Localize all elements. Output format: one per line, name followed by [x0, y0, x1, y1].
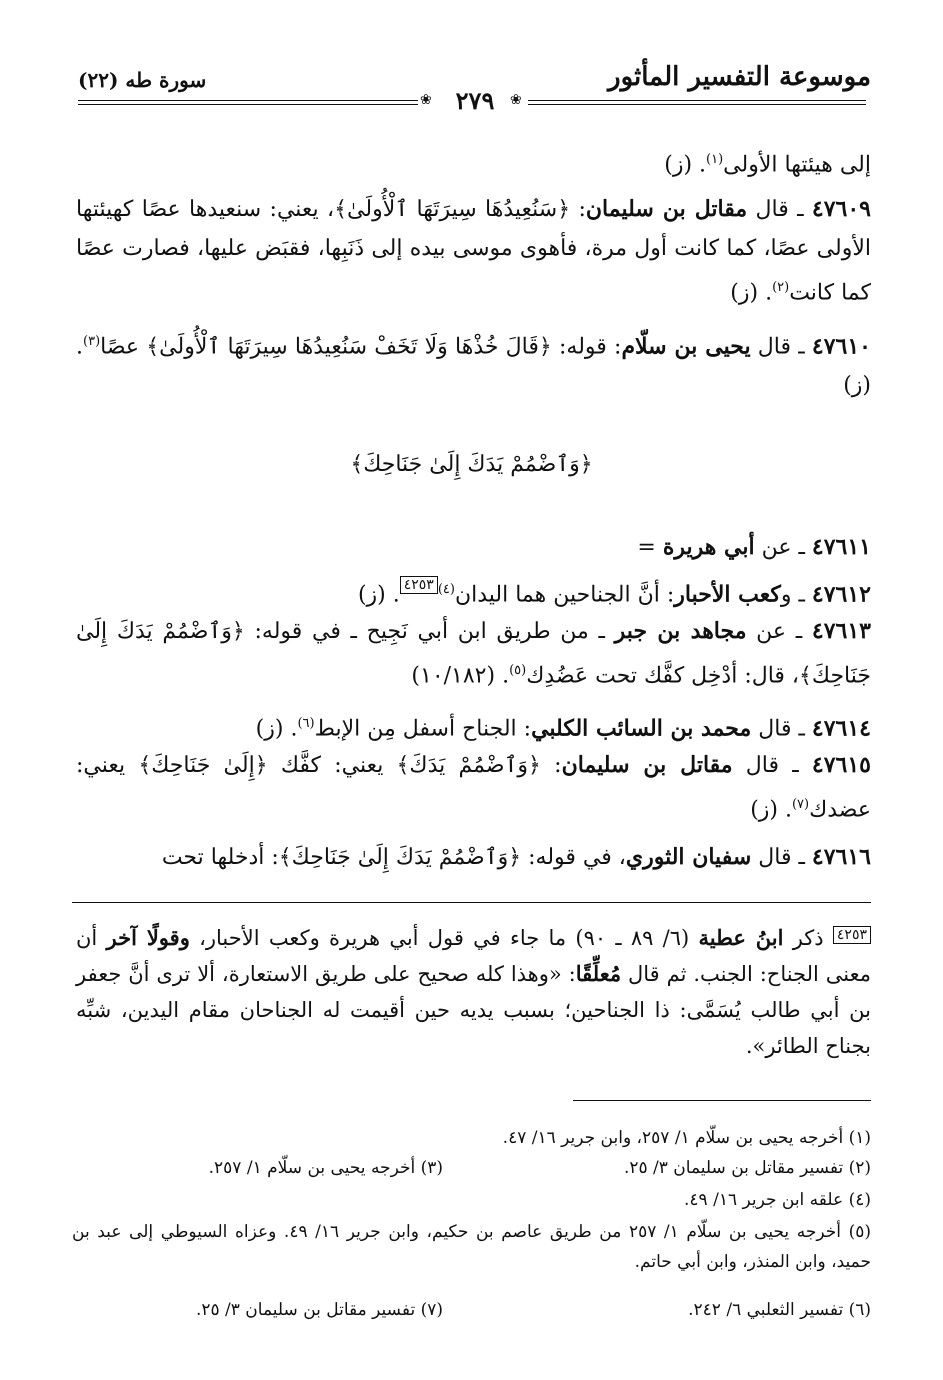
narration-tail: . (ز): [730, 280, 773, 306]
narration-47613: [76, 612, 871, 695]
narration-prefix: ـ قال: [750, 334, 812, 360]
narration-tail: . (ز): [357, 582, 400, 608]
footnote-3: (٣) أخرجه يحيى بن سلّام ١/ ٢٥٧.: [208, 1158, 443, 1178]
paragraph-continuation: [76, 140, 871, 184]
footnote-ref: (٦): [297, 716, 315, 731]
narration-text: : ﴿سَنُعِيدُهَا سِيرَتَهَا ٱلْأُولَىٰ﴾، يعني: سنعيدها عصًا كهيئتها الأولى عصًا، كما كانت أول مرة، فأهوى موسى بيده إلى ذَنَبِها، فقبَض عليها، فصارت عصًا كما كانت: [76, 197, 871, 306]
note-text: أن معنى الجناح: الجنب. ثم قال: [76, 926, 871, 986]
ornament-icon: ❀: [420, 92, 432, 108]
note-emphasis: وقولًا آخر: [106, 925, 190, 950]
commentary-note: [76, 920, 871, 1064]
footnote-ref: (٣): [83, 334, 101, 349]
narration-prefix: ـ و: [780, 582, 812, 608]
narration-tail: . (ز): [76, 334, 871, 399]
footnote-5: (٥) أخرجه يحيى بن سلّام ١/ ٢٥٧ من طريق عاصم بن حكيم، وابن جرير ١٦/ ٤٩. وعزاه السيوطي إلى عبد بن حميد، وابن المنذر، وابن أبي حاتم.: [72, 1222, 871, 1272]
narrator-name: محمد بن السائب الكلبي: [531, 715, 752, 742]
narration-47609: [76, 190, 871, 312]
narration-text: ـ من طريق ابن أبي نَجِيح ـ في قوله: ﴿وَٱضْمُمْ يَدَكَ إِلَىٰ جَنَاحِكَ﴾، قال: أدْخِل كفَّك تحت عَضُدِك: [76, 619, 871, 689]
narrator-name: يحيى بن سلّام: [621, 333, 751, 360]
surah-label: سورة طه (٢٢): [78, 68, 207, 92]
narrator-name: سفيان الثوري: [625, 844, 752, 870]
footnote-1: (١) أخرجه يحيى بن سلّام ١/ ٢٥٧، وابن جرير ١٦/ ٤٧.: [502, 1128, 871, 1148]
note-text: ذكر: [783, 926, 833, 950]
narration-tail: . (ز): [255, 716, 298, 742]
narrator-name: مقاتل بن سليمان: [561, 752, 733, 778]
narration-47612: [76, 570, 871, 614]
header-rule-right: [528, 100, 866, 101]
narration-tail: =: [637, 535, 663, 560]
narration-number: ٤٧٦١١: [811, 534, 871, 560]
narration-number: ٤٧٦١٢: [811, 581, 871, 608]
footnote-ref: (١): [706, 152, 724, 167]
narration-text: : ﴿وَٱضْمُمْ يَدَكَ﴾ يعني: كفَّك ﴿إِلَىٰ جَنَاحِكَ﴾ يعني: عضدك: [76, 753, 871, 823]
footnote-4: (٤) علقه ابن جرير ١٦/ ٤٩.: [684, 1190, 871, 1210]
header-rule-left-2: [78, 104, 418, 105]
note-text: : «وهذا كله صحيح على طريق الاستعارة، ألا ترى أنَّ جعفر بن أبي طالب يُسَمَّى: ذا الجناحين؛ بسبب يديه حين أقيمت له الجناحان مقام اليدين، شبِّه بجناح الطائر».: [76, 962, 871, 1058]
commentary-ref-box[interactable]: ٤٢٥٣: [400, 576, 438, 594]
narration-number: ٤٧٦١٦: [811, 844, 871, 870]
ornament-icon: ❀: [510, 92, 522, 108]
narration-number: ٤٧٦١٥: [811, 752, 871, 778]
narration-number: ٤٧٦١٤: [811, 715, 871, 742]
narration-47616: [76, 838, 871, 877]
narration-47611: [76, 528, 871, 567]
paragraph-tail: . (ز): [664, 152, 707, 178]
footnote-7: (٧) تفسير مقاتل بن سليمان ٣/ ٢٥.: [195, 1300, 443, 1320]
narration-tail: . (١٠/١٨٢): [411, 663, 510, 689]
narration-number: ٤٧٦١٠: [811, 333, 871, 360]
footnote-ref: (٥): [509, 663, 527, 678]
narration-prefix: ـ قال: [747, 197, 812, 222]
narration-prefix: ـ قال: [732, 753, 812, 778]
narration-prefix: ـ قال: [751, 845, 812, 870]
narration-prefix: ـ عن: [746, 619, 812, 644]
narration-text: : أنَّ الجناحين هما اليدان: [454, 582, 675, 608]
narration-prefix: ـ قال: [751, 716, 812, 742]
paragraph-text: إلى هيئتها الأولى: [723, 152, 871, 178]
header-rule-left: [78, 100, 418, 101]
narration-number: ٤٧٦١٣: [811, 618, 871, 644]
narration-text: : الجناح أسفل مِن الإبط: [314, 716, 532, 742]
narration-number: ٤٧٦٠٩: [811, 196, 871, 222]
footnote-ref: (٤): [437, 582, 455, 597]
note-emphasis: مُعلِّقًا: [575, 961, 622, 986]
narration-text: : قوله: ﴿قَالَ خُذْهَا وَلَا تَخَفْ سَنُعِيدُهَا سِيرَتَهَا ٱلْأُولَىٰ﴾ عصًا: [100, 334, 622, 360]
narration-47610: [76, 322, 871, 405]
footnote-2: (٢) تفسير مقاتل بن سليمان ٣/ ٢٥.: [623, 1158, 871, 1178]
footnote-separator: [573, 1100, 871, 1101]
narration-text: ، في قوله: ﴿وَٱضْمُمْ يَدَكَ إِلَىٰ جَنَاحِكَ﴾: أدخلها تحت: [161, 845, 626, 870]
note-author: ابنُ عطية: [698, 925, 784, 950]
narration-47615: [76, 746, 871, 829]
note-text: (٦/ ٨٩ ـ ٩٠) ما جاء في قول أبي هريرة وكعب الأحبار،: [189, 926, 699, 950]
footnote-ref: (٧): [791, 797, 810, 812]
narrator-name: أبي هريرة: [662, 534, 755, 560]
footnote-ref: (٢): [772, 280, 790, 295]
header-rule-right-2: [528, 104, 866, 105]
book-title: موسوعة التفسير المأثور: [608, 62, 871, 92]
narrator-name: مجاهد بن جبر: [614, 618, 747, 644]
narrator-name: مقاتل بن سليمان: [585, 196, 748, 222]
commentary-separator: [72, 902, 871, 903]
commentary-number-box: ٤٢٥٣: [833, 926, 871, 944]
narration-tail: . (ز): [750, 797, 792, 823]
page-number: ٢٧٩: [455, 86, 495, 115]
verse-heading: ﴿وَٱضْمُمْ يَدَكَ إِلَىٰ جَنَاحِكَ﴾: [350, 452, 593, 477]
narrator-name: كعب الأحبار: [674, 581, 781, 608]
footnote-6: (٦) تفسير الثعلبي ٦/ ٢٤٢.: [688, 1300, 871, 1320]
narration-prefix: ـ عن: [754, 535, 812, 560]
narration-47614: [76, 704, 871, 748]
